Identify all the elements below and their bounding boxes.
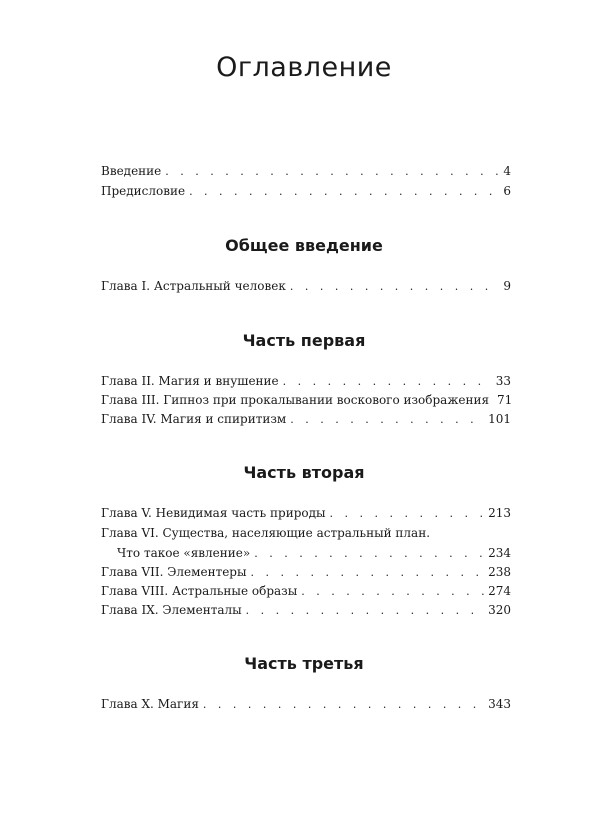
dot-leader xyxy=(246,601,484,621)
toc-entry-introduction xyxy=(101,161,511,181)
section-heading-part-one: Часть первая xyxy=(242,331,366,350)
toc-entry-title-continuation: Что такое «явление» xyxy=(117,546,251,560)
toc-entry-title: Глава I. Астральный человек xyxy=(101,279,286,293)
toc-entry-preface xyxy=(101,181,511,201)
toc-entry-title: Глава III. Гипноз при прокалывании воскового изображения xyxy=(101,393,490,407)
page-title: Оглавление xyxy=(216,52,392,83)
toc-entry-title: Глава IV. Магия и спиритизм xyxy=(101,412,287,426)
toc-entry-page: 234 xyxy=(488,546,511,560)
toc-entry-chapter-6-first-line: Глава VI. Существа, населяющие астральный план. xyxy=(101,526,431,540)
toc-entry-title: Глава X. Магия xyxy=(101,697,199,711)
dot-leader xyxy=(165,162,499,182)
toc-entry-title: Предисловие xyxy=(101,184,186,198)
toc-entry-page: 274 xyxy=(488,584,511,598)
dot-leader xyxy=(301,582,484,602)
section-heading-general-introduction: Общее введение xyxy=(225,236,383,255)
toc-entry-chapter-8 xyxy=(101,581,511,601)
toc-entry-page: 213 xyxy=(488,506,511,520)
toc-entry-title: Глава VIII. Астральные образы xyxy=(101,584,298,598)
toc-entry-chapter-3 xyxy=(101,390,511,410)
toc-entry-chapter-4 xyxy=(101,409,511,429)
toc-entry-page: 4 xyxy=(503,164,511,178)
dot-leader xyxy=(290,277,500,297)
section-heading-part-three: Часть третья xyxy=(244,654,364,673)
toc-entry-chapter-6 xyxy=(117,543,511,563)
toc-entry-title: Глава II. Магия и внушение xyxy=(101,374,279,388)
toc-entry-page: 6 xyxy=(503,184,511,198)
toc-entry-title: Введение xyxy=(101,164,162,178)
toc-entry-page: 343 xyxy=(488,697,511,711)
toc-entry-chapter-7 xyxy=(101,562,511,582)
toc-entry-chapter-5 xyxy=(101,503,511,523)
dot-leader xyxy=(290,410,484,430)
toc-entry-chapter-2 xyxy=(101,371,511,391)
dot-leader xyxy=(251,563,485,583)
section-heading-part-two: Часть вторая xyxy=(243,463,365,482)
toc-entry-page: 9 xyxy=(503,279,511,293)
dot-leader xyxy=(203,695,484,715)
toc-entry-chapter-9 xyxy=(101,600,511,620)
dot-leader xyxy=(283,372,492,392)
toc-entry-page: 238 xyxy=(488,565,511,579)
toc-entry-title: Глава IX. Элементалы xyxy=(101,603,242,617)
toc-entry-chapter-1 xyxy=(101,276,511,296)
toc-entry-page: 320 xyxy=(488,603,511,617)
dot-leader xyxy=(330,504,485,524)
dot-leader xyxy=(189,182,499,202)
toc-entry-title: Глава VII. Элементеры xyxy=(101,565,247,579)
toc-entry-page: 33 xyxy=(495,374,511,388)
toc-entry-page: 101 xyxy=(488,412,511,426)
dot-leader xyxy=(254,544,484,564)
toc-entry-title: Глава V. Невидимая часть природы xyxy=(101,506,326,520)
toc-entry-chapter-10 xyxy=(101,694,511,714)
toc-entry-page: 71 xyxy=(497,393,513,407)
